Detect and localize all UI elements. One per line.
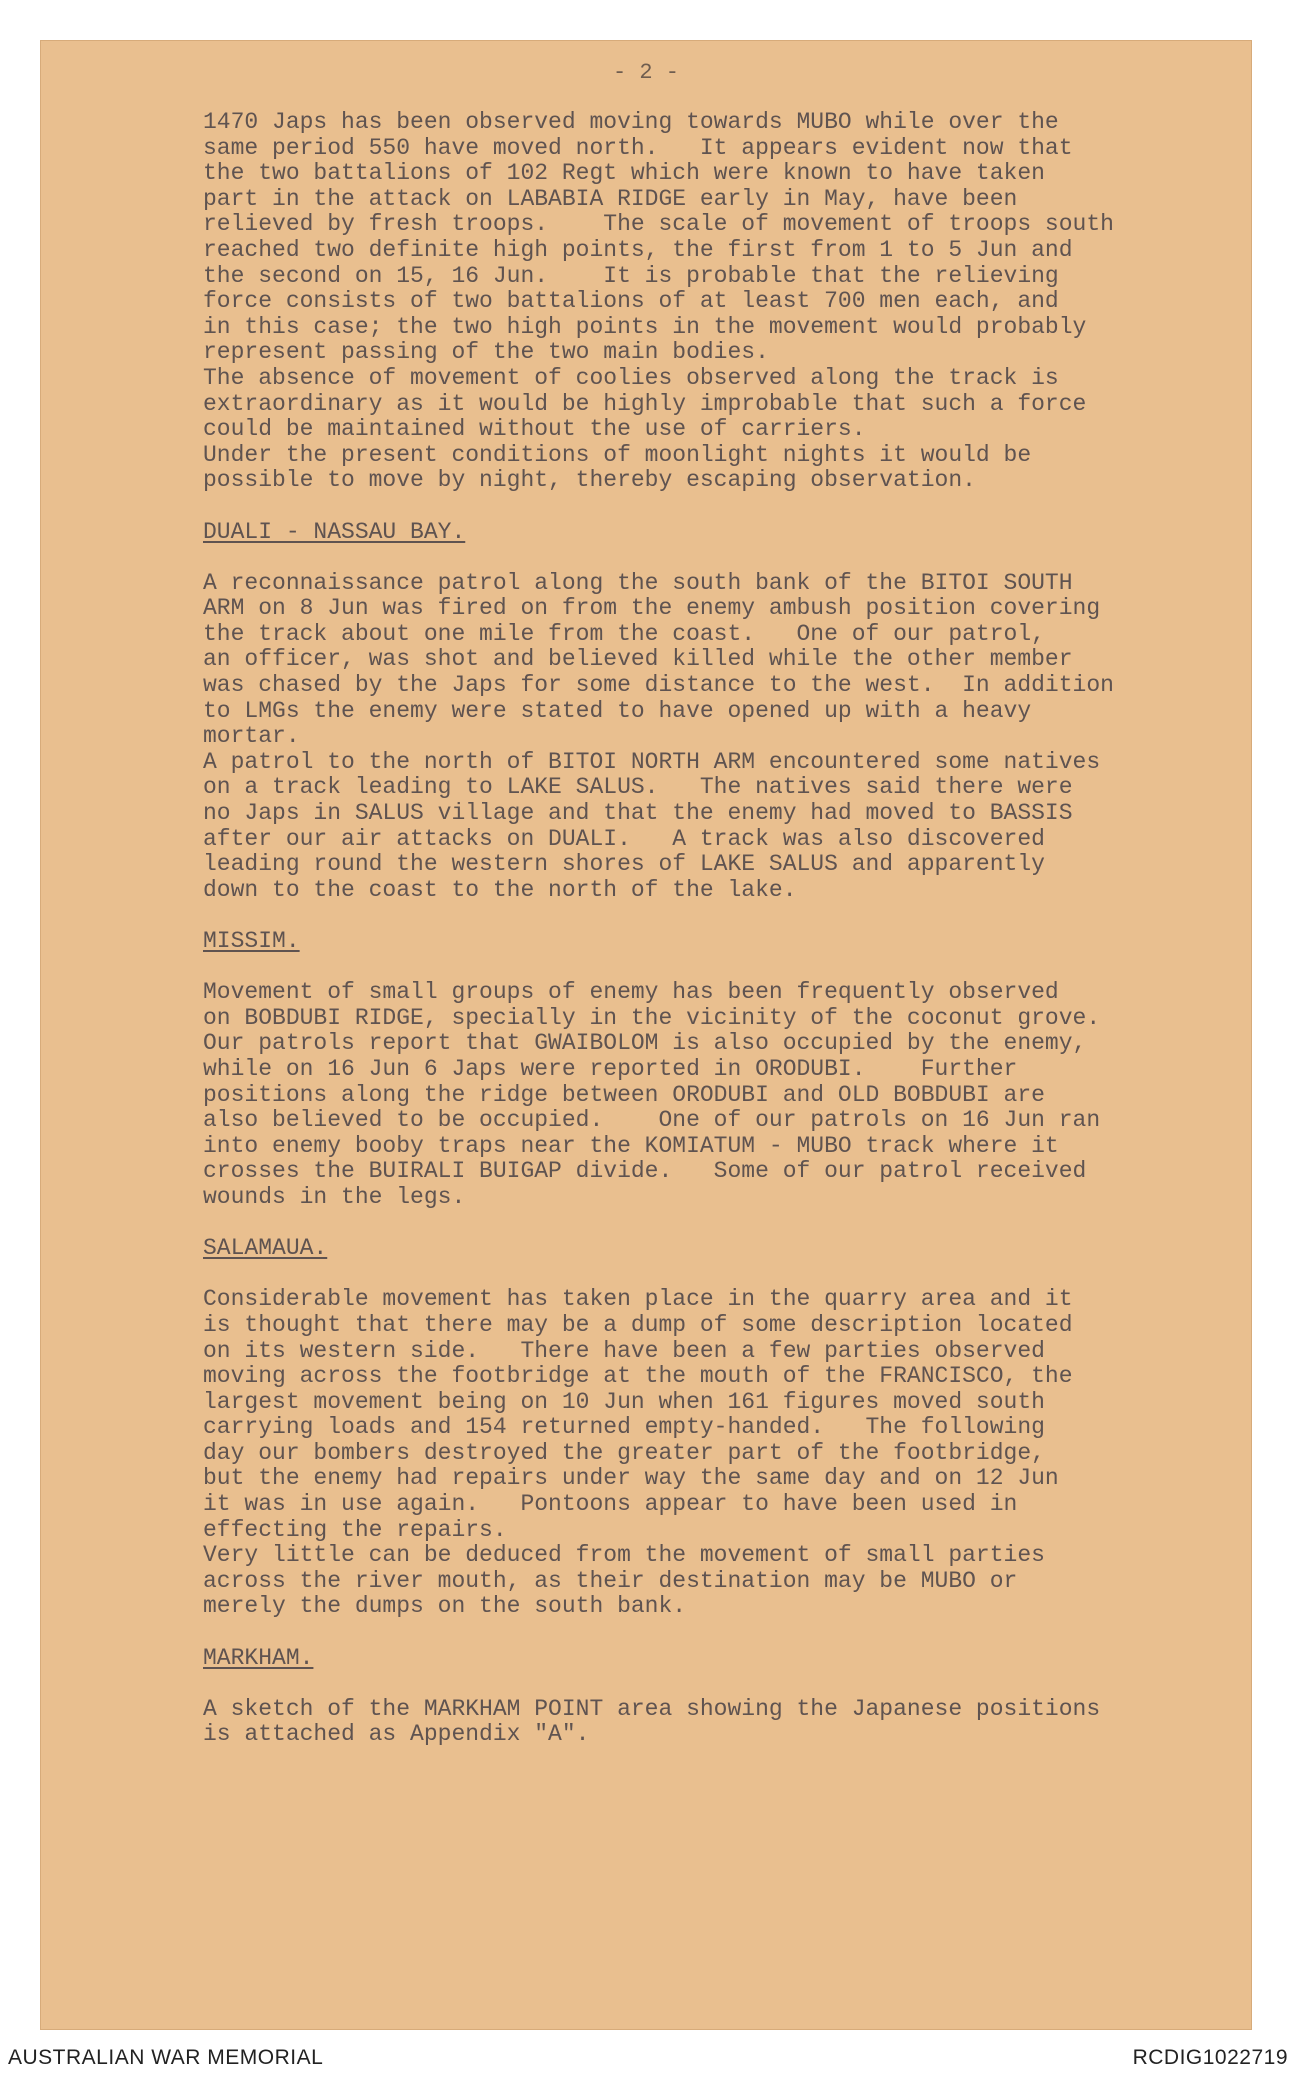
text-line: wounds in the legs. [203, 1183, 466, 1210]
text-line: crosses the BUIRALI BUIGAP divide. Some of our patrol received [203, 1158, 1087, 1185]
text-line: A sketch of the MARKHAM POINT area showing the Japanese positions [203, 1695, 1101, 1722]
section-heading-duali: DUALI - NASSAU BAY. [203, 518, 466, 545]
footer-record-id: RCDIG1022719 [1132, 2046, 1288, 2069]
text-line: an officer, was shot and believed killed while the other member [203, 646, 1073, 673]
text-line: mortar. [203, 723, 300, 750]
text-line: is thought that there may be a dump of some description located [203, 1311, 1073, 1338]
text-line: Considerable movement has taken place in the quarry area and it [203, 1286, 1073, 1313]
text-line: relieved by fresh troops. The scale of movement of troops south [203, 211, 1114, 238]
text-line: no Japs in SALUS village and that the enemy had moved to BASSIS [203, 800, 1073, 827]
text-line: across the river mouth, as their destination may be MUBO or [203, 1567, 1018, 1594]
text-line: also believed to be occupied. One of our patrols on 16 Jun ran [203, 1107, 1101, 1134]
text-line: on BOBDUBI RIDGE, specially in the vicinity of the coconut grove. [203, 1004, 1101, 1031]
text-line: Very little can be deduced from the movement of small parties [203, 1542, 1045, 1569]
text-line: day our bombers destroyed the greater part of the footbridge, [203, 1439, 1045, 1466]
text-line: the second on 15, 16 Jun. It is probable that the relieving [203, 262, 1059, 289]
text-line: in this case; the two high points in the movement would probably [203, 313, 1087, 340]
text-line: same period 550 have moved north. It appears evident now that [203, 134, 1073, 161]
text-line: largest movement being on 10 Jun when 161 figures moved south [203, 1388, 1045, 1415]
text-line: effecting the repairs. [203, 1516, 507, 1543]
text-line: on a track leading to LAKE SALUS. The natives said there were [203, 774, 1073, 801]
text-line: leading round the western shores of LAKE SALUS and apparently [203, 851, 1045, 878]
text-line: carrying loads and 154 returned empty-handed. The following [203, 1414, 1045, 1441]
text-line: part in the attack on LABABIA RIDGE early in May, have been [203, 185, 1018, 212]
document-page [40, 40, 1252, 2030]
text-line: Our patrols report that GWAIBOLOM is also occupied by the enemy, [203, 1030, 1087, 1057]
text-line: The absence of movement of coolies observed along the track is [203, 364, 1059, 391]
text-line: represent passing of the two main bodies. [203, 339, 769, 366]
text-line: is attached as Appendix "A". [203, 1721, 590, 1748]
section-body-missim [203, 980, 1243, 1210]
text-line: A patrol to the north of BITOI NORTH ARM encountered some natives [203, 748, 1101, 775]
section-body-salamaua [203, 1287, 1243, 1620]
text-line: moving across the footbridge at the mouth of the FRANCISCO, the [203, 1363, 1073, 1390]
text-line: to LMGs the enemy were stated to have opened up with a heavy [203, 697, 1032, 724]
section-heading-missim: MISSIM. [203, 928, 300, 954]
archive-footer [0, 2035, 1296, 2081]
footer-archive-name: AUSTRALIAN WAR MEMORIAL [8, 2046, 324, 2069]
text-line: possible to move by night, thereby escaping observation. [203, 467, 976, 494]
text-line: it was in use again. Pontoons appear to have been used in [203, 1491, 1018, 1518]
text-line: positions along the ridge between ORODUBI and OLD BOBDUBI are [203, 1081, 1045, 1108]
text-line: Movement of small groups of enemy has been frequently observed [203, 979, 1059, 1006]
text-line: but the enemy had repairs under way the same day and on 12 Jun [203, 1465, 1059, 1492]
text-line: ARM on 8 Jun was fired on from the enemy ambush position covering [203, 595, 1101, 622]
text-line: reached two definite high points, the first from 1 to 5 Jun and [203, 236, 1073, 263]
text-line: Under the present conditions of moonlight nights it would be [203, 441, 1032, 468]
section-heading-markham: MARKHAM. [203, 1644, 314, 1671]
text-line: on its western side. There have been a few parties observed [203, 1337, 1045, 1364]
text-line: while on 16 Jun 6 Japs were reported in ORODUBI. Further [203, 1055, 1018, 1082]
section-heading-salamaua: SALAMAUA. [203, 1235, 328, 1262]
text-line: down to the coast to the north of the lake. [203, 876, 797, 903]
page-number: - 2 - [612, 60, 679, 85]
section-body-duali [203, 571, 1243, 904]
section-body-markham [203, 1697, 1243, 1748]
text-line: was chased by the Japs for some distance to the west. In addition [203, 672, 1114, 699]
text-line: could be maintained without the use of carriers. [203, 416, 866, 443]
text-line: merely the dumps on the south bank. [203, 1593, 687, 1620]
text-line: A reconnaissance patrol along the south bank of the BITOI SOUTH [203, 569, 1073, 596]
text-line: the track about one mile from the coast. One of our patrol, [203, 620, 1045, 647]
text-line: 1470 Japs has been observed moving towards MUBO while over the [203, 109, 1059, 135]
text-line: after our air attacks on DUALI. A track was also discovered [203, 825, 1045, 852]
document-body [203, 110, 1243, 1748]
text-line: force consists of two battalions of at least 700 men each, and [203, 288, 1059, 315]
text-line: the two battalions of 102 Regt which were known to have taken [203, 160, 1045, 187]
text-line: extraordinary as it would be highly improbable that such a force [203, 390, 1087, 417]
intro-paragraph [203, 110, 1243, 494]
text-line: into enemy booby traps near the KOMIATUM - MUBO track where it [203, 1132, 1059, 1159]
